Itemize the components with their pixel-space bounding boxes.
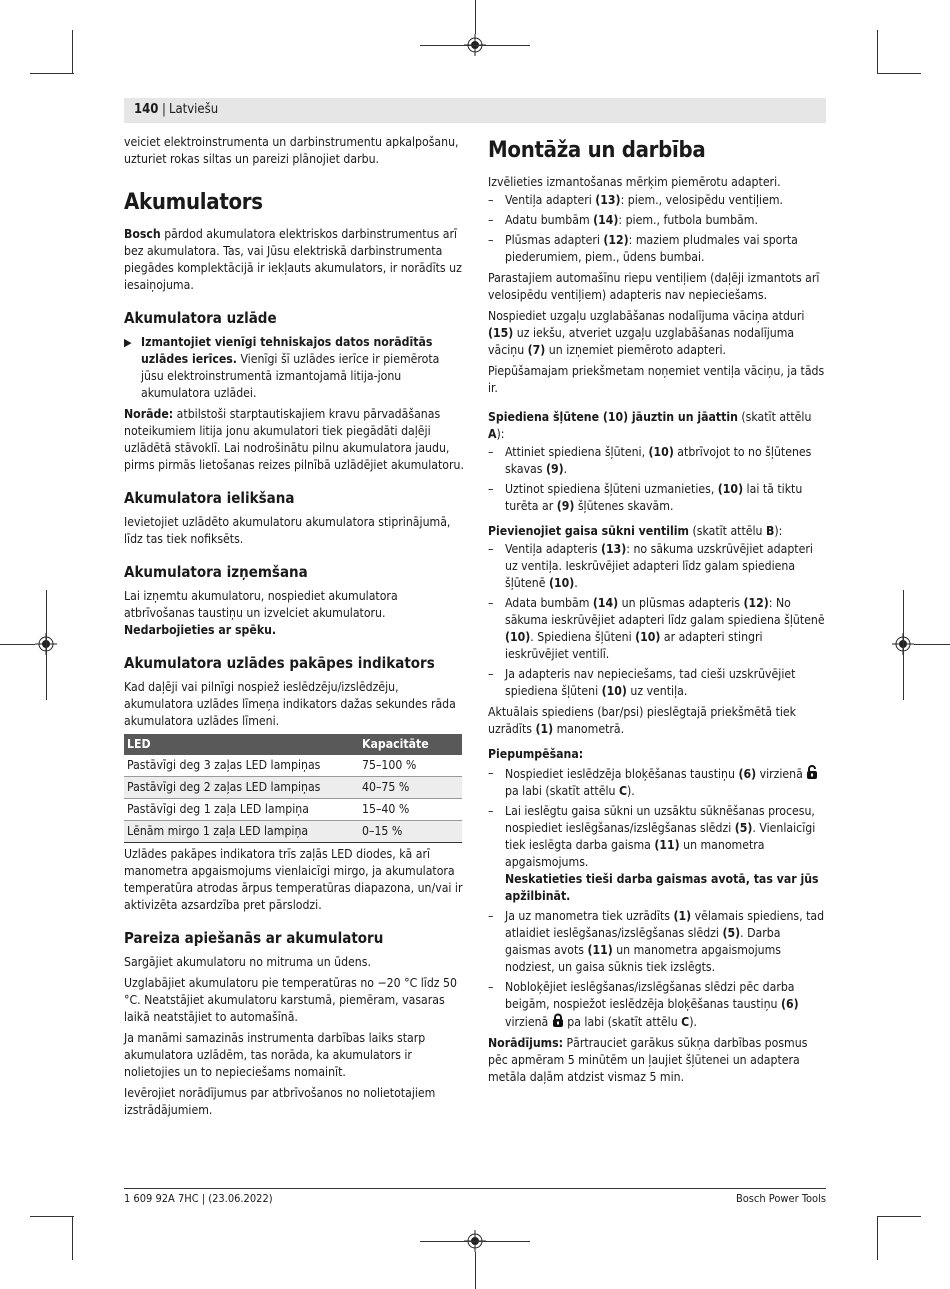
list-item: – Plūsmas adapteri (12): maziem pludmales vai sporta piederumiem, piem., ūdens bumbai.	[488, 232, 828, 266]
nospiediet-paragraph: Nospiediet uzgaļu uzglabāšanas nodalījuma vāciņa atduri (15) uz iekšu, atveriet uzgaļu uzglabāšanas nodalījuma vāciņu (7) un izņemiet piemēroto adapteri.	[488, 309, 805, 357]
footer-brand: Bosch Power Tools	[735, 1192, 826, 1205]
page-number: 140	[134, 102, 159, 117]
table-cell: 75–100 %	[359, 755, 462, 777]
piepumpesana-heading: Piepumpēšana:	[488, 747, 584, 761]
footer-divider	[124, 1188, 826, 1189]
piepusamajam-paragraph: Piepūšamajam priekšmetam noņemiet ventiļa vāciņu, ja tāds ir.	[488, 364, 825, 395]
spiediena-heading: Spiediena šļūtene (10) jāuztin un jāattin (skatīt attēlu A):	[488, 410, 812, 441]
heading-akumulators: Akumulators	[124, 190, 263, 215]
table-cell: 15–40 %	[359, 799, 462, 821]
indikators-paragraph: Kad daļēji vai pilnīgi nospiež ieslēdzēju/izslēdzēju, akumulatora uzlādes līmeņa indikators dažas sekundes rāda akumulatora uzlādes līmeni.	[124, 680, 456, 728]
list-item: – Nobloķējiet ieslēgšanas/izslēgšanas slēdzi pēc darba beigām, nospiežot ieslēdzēja bloķēšanas taustiņu (6) virzienā pa labi (skatīt attēlu C).	[488, 979, 828, 1031]
list-item: – Lai ieslēgtu gaisa sūkni un uzsāktu sūknēšanas procesu, nospiediet ieslēgšanas/izslēgšanas slēdzi (5). Vienlaicīgi tiek ieslēgta darba gaisma (11) un manometra apgaismojums. Neskatieties tieši darba gaismas avotā, tas var jūs apžilbināt.	[488, 803, 828, 905]
table-header-row	[124, 734, 462, 755]
unlock-icon	[806, 765, 818, 780]
pievienojiet-heading: Pievienojiet gaisa sūkni ventilim (skatīt attēlu B):	[488, 524, 783, 538]
ieliksana-paragraph: Ievietojiet uzlādēto akumulatoru akumulatora stiprinājumā, līdz tas tiek nofiksēts.	[124, 515, 451, 546]
table-cell: 0–15 %	[359, 821, 462, 843]
heading-montaza: Montāža un darbība	[488, 138, 706, 163]
akumulators-paragraph: Bosch pārdod akumulatora elektriskos darbinstrumentus arī bez akumulatora. Tas, vai Jūsu elektriskā darbinstrumenta piegādes komplektācijā ir iekļauts akumulators, ir norādīts uz iesaiņojuma.	[124, 227, 462, 292]
table-cell: Pastāvīgi deg 1 zaļa LED lampiņa	[124, 799, 359, 821]
noradijums-paragraph: Norādījums: Pārtrauciet garākus sūkņa darbības posmus pēc apmēram 5 minūtēm un ļaujiet šļūtenei un adaptera metāla daļām atdzist vismaz 5 min.	[488, 1036, 808, 1084]
after-table-paragraph: Uzlādes pakāpes indikatora trīs zaļās LED diodes, kā arī manometra apgaismojums vienlaicīgi mirgo, ja akumulatora temperatūra atrodas ārpus temperatūras diapazona, un/vai ir aktivizēta azsardzība pret pārslodzi.	[124, 847, 463, 912]
crop-mark	[72, 30, 73, 74]
list-item: – Uztinot spiediena šļūteni uzmanieties, (10) lai tā tiktu turēta ar (9) šļūtenes skavām.	[488, 481, 828, 515]
table-row	[124, 799, 462, 821]
warning-text: Neskatieties tieši darba gaismas avotā, tas var jūs apžilbināt.	[505, 872, 819, 903]
left-column	[124, 134, 464, 1123]
list-item: – Ventiļa adapteris (13): no sākuma uzskrūvējiet adapteri uz ventiļa. Ieskrūvējiet adapteri līdz galam spiediena šļūtenē (10).	[488, 541, 828, 592]
led-capacity-table	[124, 734, 462, 843]
table-cell: 40–75 %	[359, 777, 462, 799]
crop-mark	[30, 73, 74, 74]
iznemsana-paragraph: Lai izņemtu akumulatoru, nospiediet akumulatora atbrīvošanas taustiņu un izvelciet akumulatoru. Nedarbojieties ar spēku.	[124, 589, 398, 637]
adapter-list	[488, 192, 828, 266]
pareiza-paragraph-3: Ja manāmi samazinās instrumenta darbības laiks starp akumulatora uzlādēm, tas norāda, ka akumulators ir nolietojies un to nepieciešams nomainīt.	[124, 1031, 426, 1079]
heading-ieliksana: Akumulatora ielikšana	[124, 489, 295, 507]
izveleties-paragraph: Izvēlieties izmantošanas mērķim piemērotu adapteri.	[488, 175, 781, 189]
crop-mark	[420, 1241, 530, 1242]
list-item: – Adata bumbām (14) un plūsmas adapteris (12): No sākuma ieskrūvējiet adapteri līdz galam spiediena šļūtenē (10). Spiediena šļūteni (10) ar adapteri stingri ieskrūvējiet ventilī.	[488, 595, 828, 663]
crop-mark	[420, 45, 530, 46]
table-row	[124, 777, 462, 799]
heading-iznemsana: Akumulatora izņemšana	[124, 563, 308, 581]
pareiza-paragraph-2: Uzglabājiet akumulatoru pie temperatūras no −20 °C līdz 50 °C. Neatstājiet akumulatoru karstumā, piemēram, vasaras laikā neatstājiet to automašīnā.	[124, 976, 457, 1024]
crop-mark	[475, 0, 476, 34]
list-item: – Ja adapteris nav nepieciešams, tad cieši uzskrūvējiet spiediena šļūteni (10) uz ventiļa.	[488, 666, 828, 700]
crop-mark	[30, 1216, 74, 1217]
table-cell: Lēnām mirgo 1 zaļa LED lampiņa	[124, 821, 359, 843]
aktualais-paragraph: Aktuālais spiediens (bar/psi) pieslēgtajā priekšmētā tiek uzrādīts (1) manometrā.	[488, 705, 797, 736]
right-column	[488, 134, 828, 1090]
crop-mark	[877, 30, 878, 74]
heading-pareiza: Pareiza apiešanās ar akumulatoru	[124, 929, 384, 947]
list-item: – Adatu bumbām (14): piem., futbola bumbām.	[488, 212, 828, 229]
heading-indikators: Akumulatora uzlādes pakāpes indikators	[124, 654, 435, 672]
footer-doc-number: 1 609 92A 7HC | (23.06.2022)	[124, 1192, 273, 1205]
crop-mark	[914, 644, 950, 645]
table-row	[124, 821, 462, 843]
uzlade-instruction: ▶ Izmantojiet vienīgi tehniskajos datos norādītās uzlādes ierīces. Vienīgi šī uzlādes ierīce ir piemērota jūsu elektroinstrumentā izmantojamā litija-jonu akumulatora uzlādei.	[124, 335, 440, 400]
list-item: – Ja uz manometra tiek uzrādīts (1) vēlamais spiediens, tad atlaidiet ieslēgšanas/izslēgšanas slēdzi (5). Darba gaismas avots (11) un manometra apgaismojums nodziest, un gaisa sūknis tiek izslēgts.	[488, 908, 828, 976]
pareiza-paragraph-1: Sargājiet akumulatoru no mitruma un ūdens.	[124, 955, 371, 969]
crop-mark	[46, 590, 47, 700]
crop-mark	[72, 1216, 73, 1260]
crop-mark	[0, 644, 35, 645]
header-language: Latviešu	[169, 102, 219, 117]
intro-paragraph: veiciet elektroinstrumenta un darbinstrumentu apkalpošanu, uzturiet rokas siltas un pareizi plānojiet darbu.	[124, 135, 459, 166]
table-cell: Pastāvīgi deg 2 zaļas LED lampiņas	[124, 777, 359, 799]
norade-paragraph: Norāde: atbilstoši starptautiskajiem kravu pārvadāšanas noteikumiem litija jonu akumulatori tiek piegādāti daļēji uzlādētā stāvoklī. Lai nodrošinātu pilnu akumulatora jaudu, pirms pirmās lietošanas reizes pilnībā uzlādējiet akumulatoru.	[124, 407, 464, 472]
table-cell: Pastāvīgi deg 3 zaļas LED lampiņas	[124, 755, 359, 777]
crop-mark	[877, 73, 921, 74]
crop-mark	[475, 1252, 476, 1289]
page-header	[124, 98, 826, 123]
list-item: – Attiniet spiediena šļūteni, (10) atbrīvojot to no šļūtenes skavas (9).	[488, 444, 828, 478]
list-item: – Nospiediet ieslēdzēja bloķēšanas taustiņu (6) virzienā pa labi (skatīt attēlu C).	[488, 765, 828, 800]
crop-mark	[877, 1216, 878, 1260]
lock-icon	[552, 1013, 564, 1028]
heading-uzlade: Akumulatora uzlāde	[124, 309, 277, 327]
list-item: – Ventiļa adapteri (13): piem., velosipēdu ventiļiem.	[488, 192, 828, 209]
table-header-capacity: Kapacitāte	[359, 734, 462, 755]
pievienojiet-list	[488, 541, 828, 700]
table-row	[124, 755, 462, 777]
parastajiem-paragraph: Parastajiem automašīnu riepu ventiļiem (daļēji izmantots arī velosipēdu ventiļiem) adapteris nav nepieciešams.	[488, 271, 820, 302]
piepumpesana-list	[488, 765, 828, 1031]
header-separator: |	[162, 102, 166, 117]
pareiza-paragraph-4: Ievērojiet norādījumus par atbrīvošanos no nolietotajiem izstrādājumiem.	[124, 1086, 436, 1117]
crop-mark	[903, 590, 904, 700]
arrow-bullet-icon: ▶	[124, 336, 132, 349]
spiediena-list	[488, 444, 828, 515]
table-header-led: LED	[124, 734, 359, 755]
crop-mark	[877, 1216, 921, 1217]
